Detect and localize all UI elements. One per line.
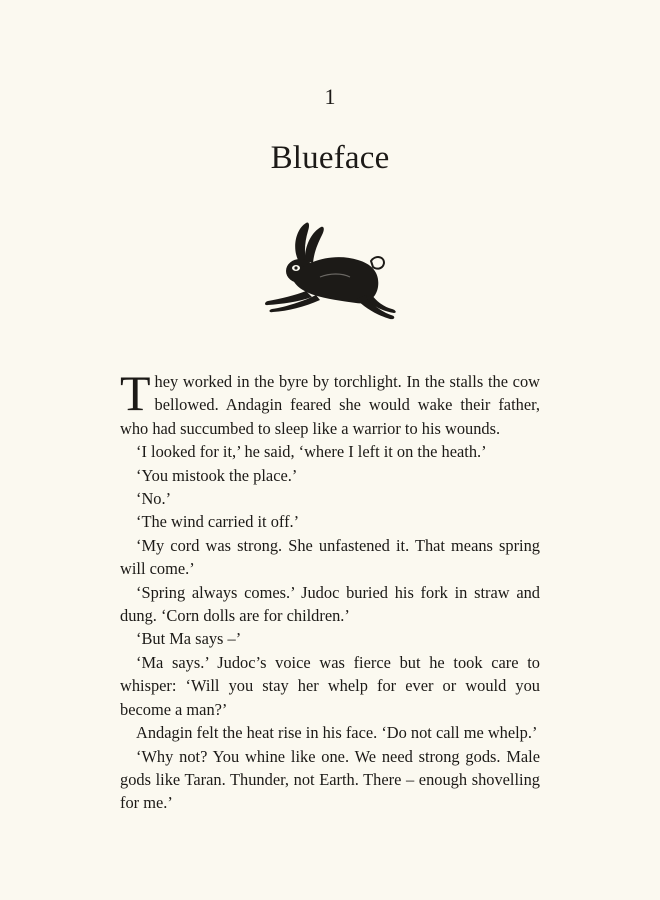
chapter-number: 1 [324, 84, 336, 109]
paragraph: ‘You mistook the place.’ [136, 465, 298, 485]
paragraph: ‘Spring always comes.’ Judoc buried his fork in straw and dung. ‘Corn dolls are for children.’ [120, 582, 540, 626]
chapter-title: Blueface [270, 140, 390, 176]
opening-paragraph [120, 365, 540, 440]
drop-cap: T [120, 365, 151, 421]
paragraph-text: hey worked in the byre by torchlight. In the stalls the cow bellowed. Andagin feared she would wake their father, who had succumbed to sleep like a warrior to his wounds. [120, 372, 540, 438]
paragraph: ‘Why not? You whine like one. We need strong gods. Male gods like Taran. Thunder, not Earth. There – enough shovelling for me.’ [120, 746, 540, 813]
paragraph: ‘No.’ [136, 489, 172, 509]
paragraph: ‘My cord was strong. She unfastened it. That means spring will come.’ [120, 535, 540, 579]
paragraph: ‘The wind carried it off.’ [136, 512, 300, 532]
paragraph: ‘I looked for it,’ he said, ‘where I left it on the heath.’ [136, 442, 487, 462]
paragraph: Andagin felt the heat rise in his face. ‘Do not call me whelp.’ [136, 723, 538, 743]
paragraph: ‘Ma says.’ Judoc’s voice was fierce but he took care to whisper: ‘Will you stay her whelp for ever or would you become a man?’ [120, 652, 540, 719]
paragraph: ‘But Ma says –’ [136, 629, 242, 649]
hare-icon [258, 215, 400, 325]
chapter-body [120, 365, 540, 815]
